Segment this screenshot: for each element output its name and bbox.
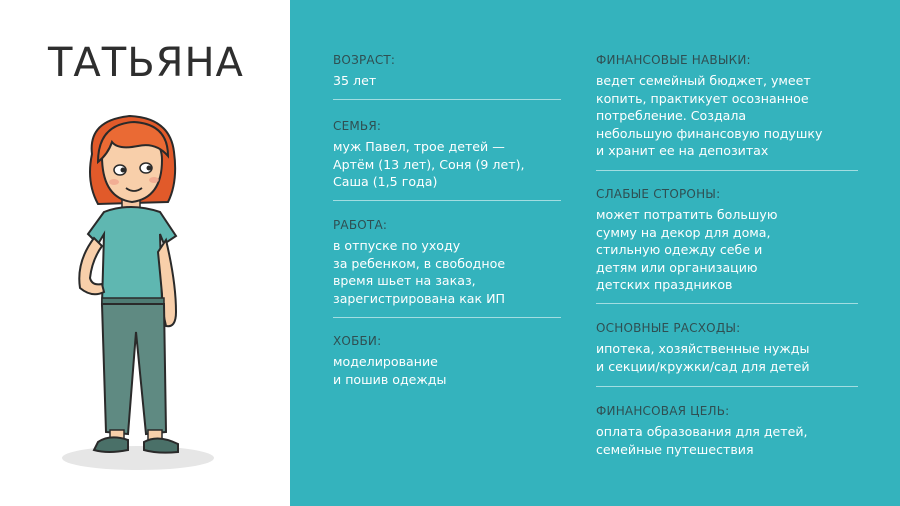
section-value: ипотека, хозяйственные нужды и секции/кружки/сад для детей	[596, 341, 810, 374]
divider	[333, 200, 561, 201]
divider	[596, 303, 858, 304]
section-value: ведет семейный бюджет, умеет копить, практикует осознанное потребление. Создала небольшую финансовую подушку и хранит ее на депозитах	[596, 73, 823, 158]
persona-sidebar	[0, 0, 290, 506]
section-label: ВОЗРАСТ:	[333, 53, 396, 67]
persona-name: ТАТЬЯНА	[48, 40, 244, 86]
section-label: ФИНАНСОВЫЕ НАВЫКИ:	[596, 53, 751, 67]
floor-shadow	[62, 446, 214, 470]
section-label: ХОББИ:	[333, 334, 382, 348]
section-label: ОСНОВНЫЕ РАСХОДЫ:	[596, 321, 741, 335]
section-value: муж Павел, трое детей — Артём (13 лет), Соня (9 лет), Саша (1,5 года)	[333, 139, 525, 189]
divider	[596, 170, 858, 171]
section-label: СЕМЬЯ:	[333, 119, 382, 133]
divider	[333, 317, 561, 318]
pants	[102, 304, 166, 434]
section-label: ФИНАНСОВАЯ ЦЕЛЬ:	[596, 404, 730, 418]
persona-details-panel	[290, 0, 900, 506]
section-family	[333, 118, 561, 191]
section-weaknesses	[596, 186, 858, 294]
section-work	[333, 217, 561, 307]
section-value: оплата образования для детей, семейные путешествия	[596, 424, 808, 457]
section-value: в отпуске по уходу за ребенком, в свободное время шьет на заказ, зарегистрирована как ИП	[333, 238, 506, 306]
section-label: СЛАБЫЕ СТОРОНЫ:	[596, 187, 721, 201]
section-value: моделирование и пошив одежды	[333, 354, 447, 387]
section-financial-goal	[596, 403, 858, 458]
section-value: 35 лет	[333, 73, 377, 88]
section-hobby	[333, 333, 561, 388]
left-shoe	[94, 437, 128, 452]
divider	[333, 99, 561, 100]
left-arm	[79, 238, 104, 294]
right-shoe	[144, 438, 178, 452]
divider	[596, 386, 858, 387]
section-main-expenses	[596, 320, 858, 375]
section-financial-skills	[596, 52, 858, 160]
persona-illustration	[58, 112, 218, 484]
section-age	[333, 52, 561, 90]
section-label: РАБОТА:	[333, 218, 388, 232]
section-value: может потратить большую сумму на декор для дома, стильную одежду себе и детям или организацию детских праздников	[596, 207, 778, 292]
